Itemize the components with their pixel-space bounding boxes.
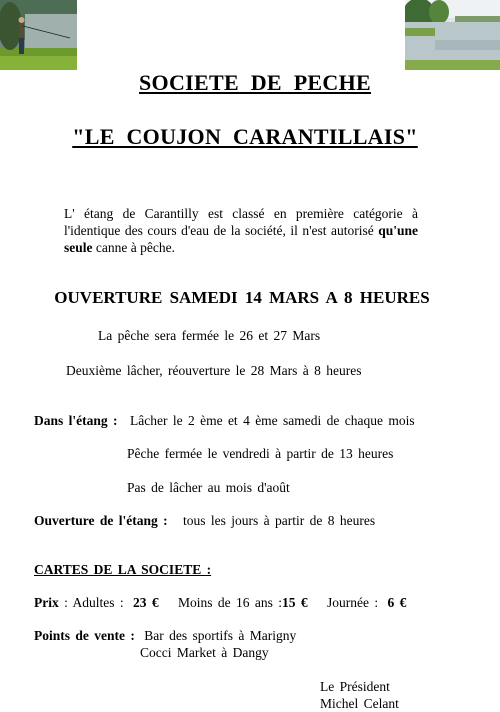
prices-line xyxy=(34,595,406,611)
signature-role: Le Président xyxy=(320,679,390,694)
under16-label: Moins de 16 ans : xyxy=(178,595,283,610)
cards-heading: CARTES DE LA SOCIETE : xyxy=(34,562,212,577)
pond-photo xyxy=(405,0,500,70)
adults-price: 23 € xyxy=(133,595,159,610)
day-label: Journée : xyxy=(327,595,379,610)
intro-paragraph xyxy=(64,205,418,256)
sales-points xyxy=(34,628,296,644)
opening-announcement: OUVERTURE SAMEDI 14 MARS A 8 HEURES xyxy=(54,288,430,307)
adults-label: : Adultes : xyxy=(64,595,124,610)
second-release: Deuxième lâcher, réouverture le 28 Mars à 8 heures xyxy=(66,363,362,378)
page-title: SOCIETE DE PECHE xyxy=(139,70,371,95)
intro-text: L' étang de Carantilly est classé en première catégorie à l'identique des cours d'eau de la société, il n'est autorisé xyxy=(64,206,418,238)
pond-opening-label: Ouverture de l'étang : xyxy=(34,513,168,528)
sales-place-2: Cocci Market à Dangy xyxy=(140,645,269,660)
pond-release-days: Lâcher le 2 ème et 4 ème samedi de chaque mois xyxy=(130,413,415,428)
signature-name: Michel Celant xyxy=(320,696,399,711)
under16-price: 15 € xyxy=(282,595,308,610)
prix-label: Prix xyxy=(34,595,59,610)
sales-place-1: Bar des sportifs à Marigny xyxy=(144,628,297,643)
closure-dates: La pêche sera fermée le 26 et 27 Mars xyxy=(98,328,321,343)
sales-label: Points de vente : xyxy=(34,628,135,643)
pond-august-note: Pas de lâcher au mois d'août xyxy=(127,480,290,495)
pond-label: Dans l'étang : xyxy=(34,413,118,428)
intro-text-end: canne à pêche. xyxy=(95,240,175,255)
day-price: 6 € xyxy=(387,595,407,610)
pond-opening-hours: tous les jours à partir de 8 heures xyxy=(183,513,376,528)
angler-photo xyxy=(0,0,77,70)
club-name: "LE COUJON CARANTILLAIS" xyxy=(72,124,418,149)
intro-emphasis: qu'une seule xyxy=(64,223,419,255)
pond-friday-closure: Pêche fermée le vendredi à partir de 13 heures xyxy=(127,446,394,461)
